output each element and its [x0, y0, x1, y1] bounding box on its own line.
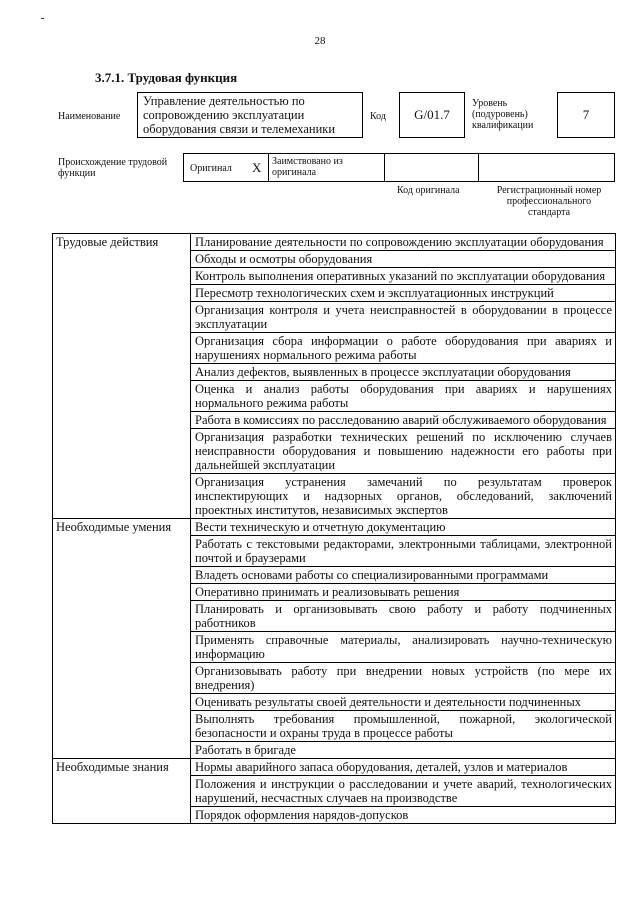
item-cell: Организация сбора информации о работе оборудования при авариях и нарушениях нормального режима работы: [191, 333, 616, 364]
function-name: Управление деятельностью по сопровождению эксплуатации оборудования связи и телемеханики: [137, 92, 363, 138]
item-cell: Владеть основами работы со специализированными программами: [191, 567, 616, 584]
item-cell: Вести техническую и отчетную документацию: [191, 519, 616, 536]
item-cell: Оценивать результаты своей деятельности и деятельности подчиненных: [191, 694, 616, 711]
code-original-cell: [384, 154, 479, 181]
original-cell: [184, 154, 269, 181]
item-cell: Работать с текстовыми редакторами, электронными таблицами, электронной почтой и браузерами: [191, 536, 616, 567]
item-cell: Организация контроля и учета неисправностей в оборудовании в процессе эксплуатации: [191, 302, 616, 333]
level-label: Уровень (подуровень) квалификации: [472, 98, 534, 131]
scan-mark: [41, 18, 44, 19]
page-number: 28: [314, 35, 326, 47]
item-cell: Анализ дефектов, выявленных в процессе эксплуатации оборудования: [191, 364, 616, 381]
name-label: Наименование: [58, 111, 121, 122]
table-row: [53, 519, 616, 536]
item-cell: Оперативно принимать и реализовывать решения: [191, 584, 616, 601]
item-cell: Организация устранения замечаний по результатам проверок инспектирующих и надзорных органов, обследований, заключений проектных институтов, независимых экспертов: [191, 474, 616, 519]
category-cell: Необходимые знания: [53, 759, 191, 824]
item-cell: Нормы аварийного запаса оборудования, деталей, узлов и материалов: [191, 759, 616, 776]
code-original-label: Код оригинала: [397, 185, 460, 196]
item-cell: Работа в комиссиях по расследованию аварий обслуживаемого оборудования: [191, 412, 616, 429]
item-cell: Контроль выполнения оперативных указаний по эксплуатации оборудования: [191, 268, 616, 285]
item-cell: Организация разработки технических решений по исключению случаев неисправности оборудования и повышению надежности его работы при дальнейшей эксплуатации: [191, 429, 616, 474]
table-row: [53, 234, 616, 251]
item-cell: Оценка и анализ работы оборудования при авариях и нарушениях нормального режима работы: [191, 381, 616, 412]
item-cell: Обходы и осмотры оборудования: [191, 251, 616, 268]
reg-number-label: Регистрационный номер профессионального стандарта: [496, 185, 602, 218]
item-cell: Пересмотр технологических схем и эксплуатационных инструкций: [191, 285, 616, 302]
original-label: Оригинал: [190, 163, 232, 174]
borrowed-cell: [268, 154, 385, 181]
competency-table: [52, 233, 616, 824]
item-cell: Применять справочные материалы, анализировать научно-техническую информацию: [191, 632, 616, 663]
item-cell: Порядок оформления нарядов-допусков: [191, 807, 616, 824]
qualification-level: 7: [557, 92, 615, 138]
reg-number-cell: [478, 154, 616, 181]
table-row: [53, 759, 616, 776]
item-cell: Положения и инструкции о расследовании и учете аварий, технологических нарушений, несчастных случаев на производстве: [191, 776, 616, 807]
section-title: 3.7.1. Трудовая функция: [95, 70, 238, 85]
item-cell: Планирование деятельности по сопровождению эксплуатации оборудования: [191, 234, 616, 251]
item-cell: Планировать и организовывать свою работу и работу подчиненных работников: [191, 601, 616, 632]
original-mark: X: [252, 160, 262, 175]
item-cell: Работать в бригаде: [191, 742, 616, 759]
code-label: Код: [370, 111, 386, 122]
category-cell: Трудовые действия: [53, 234, 191, 519]
origin-label: Происхождение трудовой функции: [58, 157, 168, 179]
item-cell: Выполнять требования промышленной, пожарной, экологической безопасности и охраны труда в процессе работы: [191, 711, 616, 742]
borrowed-label: Заимствовано из оригинала: [272, 156, 343, 178]
origin-row: [183, 153, 615, 182]
function-code: G/01.7: [399, 92, 465, 138]
category-cell: Необходимые умения: [53, 519, 191, 759]
item-cell: Организовывать работу при внедрении новых устройств (по мере их внедрения): [191, 663, 616, 694]
